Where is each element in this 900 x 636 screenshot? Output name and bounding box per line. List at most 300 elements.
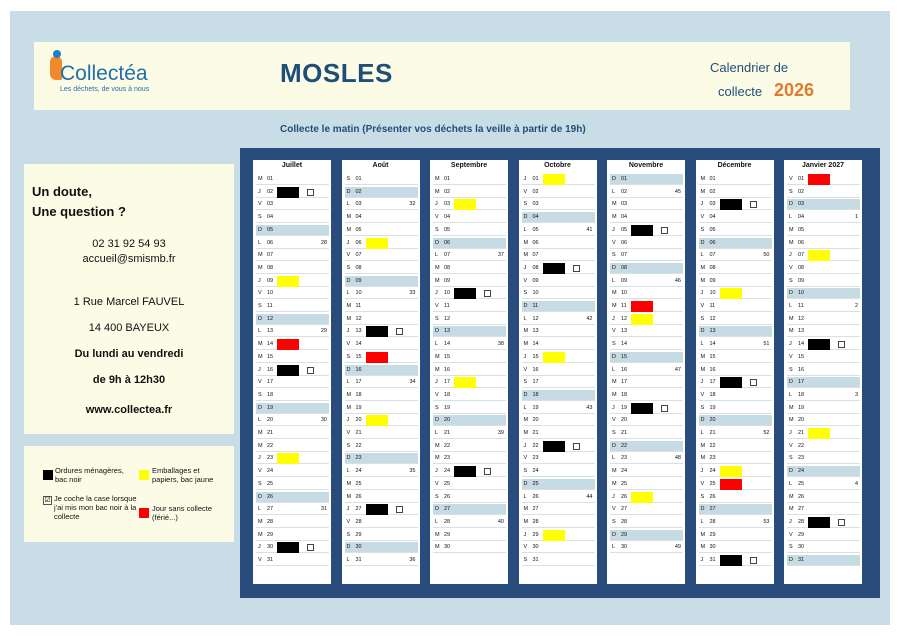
day-number: 22: [355, 442, 362, 449]
day-row: [522, 314, 595, 325]
day-letter: M: [612, 290, 617, 297]
day-row: [522, 365, 595, 376]
collection-checkbox[interactable]: [307, 189, 314, 196]
day-row: [433, 390, 506, 401]
day-number: 13: [709, 328, 716, 335]
day-number: 25: [621, 480, 628, 487]
day-letter: M: [523, 518, 529, 525]
day-row: [787, 326, 860, 337]
day-row: [256, 314, 329, 325]
month-name: Octobre: [544, 162, 571, 169]
day-letter: V: [789, 264, 793, 271]
day-number: 27: [444, 506, 451, 513]
day-row: [610, 492, 683, 503]
day-row: [433, 174, 506, 185]
day-number: 28: [798, 518, 805, 525]
day-number: 15: [709, 353, 716, 360]
black-bin-marker: [366, 504, 388, 515]
day-row: [522, 339, 595, 350]
week-number: 34: [409, 379, 416, 386]
day-letter: S: [789, 366, 793, 373]
legend-check: Je coche la case lorsque j'ai mis mon bac noir à la collecte: [54, 494, 137, 521]
day-letter: V: [789, 442, 793, 449]
day-letter: M: [346, 493, 352, 500]
calendar-grid: [240, 148, 880, 598]
day-number: 12: [621, 315, 628, 322]
day-number: 22: [532, 442, 539, 449]
contact-website[interactable]: www.collectea.fr: [85, 404, 173, 416]
day-number: 19: [355, 404, 362, 411]
day-row: [610, 542, 683, 553]
day-letter: L: [258, 328, 262, 335]
day-number: 19: [709, 404, 716, 411]
day-row: [787, 542, 860, 553]
legend-holiday: Jour sans collecte (férié...): [152, 504, 213, 522]
day-letter: S: [435, 493, 439, 500]
black-bin-marker: [720, 199, 742, 210]
day-row: [787, 187, 860, 198]
day-number: 08: [355, 264, 362, 271]
day-row: [345, 517, 418, 528]
day-row: [610, 504, 683, 515]
day-letter: S: [435, 315, 439, 322]
day-number: 11: [532, 303, 539, 309]
month-name: Août: [372, 162, 389, 169]
day-row: [699, 466, 772, 477]
day-letter: V: [346, 430, 351, 436]
week-number: 43: [586, 404, 593, 411]
collection-checkbox[interactable]: [396, 506, 403, 513]
day-row: [699, 339, 772, 350]
day-number: 29: [709, 531, 716, 538]
day-number: 01: [444, 176, 451, 182]
day-number: 29: [532, 531, 539, 538]
month-column: [342, 160, 420, 584]
day-letter: M: [789, 315, 794, 322]
day-number: 18: [798, 391, 805, 398]
day-row: [345, 238, 418, 249]
day-letter: D: [435, 506, 439, 513]
day-letter: M: [346, 480, 352, 487]
day-row: [699, 530, 772, 541]
day-number: 21: [355, 430, 362, 436]
day-row: [256, 326, 329, 337]
day-number: 20: [798, 417, 805, 424]
day-letter: M: [700, 544, 706, 551]
day-letter: L: [700, 430, 704, 436]
day-number: 11: [267, 303, 273, 309]
day-letter: M: [612, 480, 617, 487]
collection-checkbox[interactable]: [573, 265, 580, 272]
day-row: [699, 517, 772, 528]
day-number: 07: [444, 252, 451, 259]
day-letter: V: [435, 214, 439, 221]
day-row: [699, 174, 772, 185]
week-number: 28: [320, 239, 327, 246]
day-row: [522, 199, 595, 210]
day-row: [433, 314, 506, 325]
day-letter: J: [258, 277, 261, 284]
yellow-bin-swatch: [139, 470, 149, 480]
day-row: [610, 403, 683, 414]
day-number: 18: [621, 391, 628, 398]
day-letter: M: [523, 239, 529, 246]
day-row: [699, 352, 772, 363]
day-row: [433, 428, 506, 439]
day-number: 09: [444, 277, 451, 284]
day-letter: V: [346, 252, 351, 259]
day-row: [610, 530, 683, 541]
day-row: [610, 212, 683, 223]
day-row: [433, 326, 506, 337]
day-row: [699, 288, 772, 299]
week-number: 1: [854, 214, 858, 221]
day-letter: L: [346, 201, 350, 208]
day-row: [522, 187, 595, 198]
day-letter: M: [789, 417, 794, 424]
day-row: [610, 263, 683, 274]
day-row: [522, 517, 595, 528]
day-letter: J: [523, 176, 527, 182]
day-row: [433, 492, 506, 503]
day-number: 21: [709, 430, 716, 436]
day-row: [256, 479, 329, 490]
day-number: 19: [621, 404, 628, 411]
day-letter: V: [258, 201, 262, 208]
week-number: 51: [763, 341, 770, 348]
day-row: [345, 187, 418, 198]
day-row: [610, 238, 683, 249]
day-letter: M: [258, 353, 263, 360]
day-letter: S: [789, 455, 793, 462]
day-letter: J: [789, 252, 792, 259]
day-row: [256, 238, 329, 249]
day-row: [610, 466, 683, 477]
black-bin-marker: [808, 339, 830, 350]
day-letter: L: [789, 480, 793, 487]
day-row: [699, 403, 772, 414]
day-row: [699, 314, 772, 325]
day-number: 16: [798, 366, 805, 373]
month-column: [519, 160, 597, 584]
day-row: [256, 530, 329, 541]
day-letter: V: [789, 531, 793, 538]
day-row: [256, 352, 329, 363]
day-row: [256, 339, 329, 350]
day-letter: S: [612, 518, 616, 525]
logo-dot-icon: [53, 50, 61, 58]
day-number: 22: [621, 442, 628, 449]
yellow-bin-marker: [454, 199, 476, 210]
collection-checkbox[interactable]: [307, 544, 314, 551]
day-row: [345, 250, 418, 261]
day-row: [610, 339, 683, 350]
day-letter: V: [346, 341, 351, 348]
day-row: [787, 365, 860, 376]
day-row: [610, 326, 683, 337]
day-letter: L: [346, 379, 350, 386]
day-letter: L: [346, 290, 350, 297]
page-title: MOSLES: [280, 58, 393, 88]
day-letter: D: [612, 264, 616, 271]
day-letter: M: [258, 531, 263, 538]
day-letter: M: [700, 442, 706, 449]
day-row: [256, 492, 329, 503]
day-row: [522, 377, 595, 388]
day-letter: J: [700, 379, 704, 386]
day-letter: J: [789, 518, 792, 525]
day-number: 01: [798, 176, 805, 182]
collection-checkbox[interactable]: [573, 443, 580, 450]
day-number: 26: [444, 493, 451, 500]
day-row: [610, 250, 683, 261]
day-number: 12: [267, 315, 274, 322]
week-number: 38: [497, 341, 504, 348]
day-letter: V: [523, 277, 528, 284]
day-row: [787, 339, 860, 350]
day-number: 29: [621, 531, 628, 538]
day-letter: L: [789, 391, 793, 398]
day-number: 04: [355, 214, 362, 221]
day-row: [345, 314, 418, 325]
day-letter: V: [258, 557, 262, 563]
day-row: [522, 453, 595, 464]
day-row: [610, 365, 683, 376]
day-number: 21: [621, 430, 628, 436]
day-letter: L: [700, 252, 704, 259]
collection-checkbox[interactable]: [838, 341, 845, 348]
collection-checkbox[interactable]: [838, 519, 845, 526]
day-row: [522, 352, 595, 363]
checkbox-checked-icon: ☑: [44, 497, 51, 504]
day-number: 02: [532, 188, 539, 195]
day-number: 26: [267, 493, 274, 500]
logo-tagline: Les déchets, de vous à nous: [60, 86, 150, 93]
holiday-marker: [808, 174, 830, 185]
day-number: 06: [532, 239, 539, 246]
day-number: 31: [355, 557, 362, 563]
day-letter: V: [523, 455, 528, 462]
day-row: [699, 276, 772, 287]
day-number: 05: [709, 226, 716, 233]
day-number: 08: [267, 264, 274, 271]
day-row: [699, 326, 772, 337]
day-letter: J: [523, 353, 527, 360]
day-number: 04: [532, 214, 539, 221]
day-letter: L: [258, 506, 262, 513]
day-letter: J: [700, 468, 704, 475]
day-row: [345, 441, 418, 452]
day-number: 25: [532, 480, 539, 487]
day-number: 30: [444, 544, 451, 551]
day-number: 21: [798, 430, 805, 436]
black-bin-marker: [277, 542, 299, 553]
day-letter: V: [612, 239, 616, 246]
day-row: [787, 530, 860, 541]
day-number: 26: [709, 493, 716, 500]
day-number: 18: [532, 391, 539, 398]
day-number: 08: [621, 264, 628, 271]
day-letter: M: [346, 226, 352, 233]
day-letter: S: [523, 201, 528, 208]
day-letter: D: [700, 328, 705, 335]
day-number: 22: [709, 442, 716, 449]
day-letter: J: [435, 201, 438, 208]
week-number: 49: [674, 544, 681, 551]
day-number: 10: [532, 290, 539, 297]
day-number: 31: [709, 557, 716, 563]
collection-checkbox[interactable]: [750, 201, 757, 208]
contact-phone: 02 31 92 54 93: [92, 238, 166, 250]
day-number: 09: [355, 277, 362, 284]
day-row: [433, 199, 506, 210]
week-number: 44: [586, 493, 593, 500]
logo-name: Collectéa: [60, 62, 148, 85]
day-letter: D: [612, 442, 616, 449]
day-row: [256, 288, 329, 299]
day-number: 02: [444, 188, 451, 195]
black-bin-marker: [366, 326, 388, 337]
day-letter: S: [700, 404, 705, 411]
day-number: 08: [444, 264, 451, 271]
day-row: [610, 225, 683, 236]
day-number: 10: [621, 290, 628, 297]
day-row: [610, 187, 683, 198]
day-row: [787, 314, 860, 325]
day-row: [787, 352, 860, 363]
week-number: 46: [674, 277, 681, 284]
day-row: [433, 479, 506, 490]
day-number: 16: [267, 366, 274, 373]
day-letter: M: [612, 379, 617, 386]
day-row: [345, 276, 418, 287]
day-row: [345, 415, 418, 426]
day-number: 11: [798, 303, 804, 309]
day-letter: D: [523, 391, 528, 398]
collection-checkbox[interactable]: [661, 227, 668, 234]
day-row: [522, 390, 595, 401]
day-number: 19: [798, 404, 805, 411]
day-letter: L: [612, 544, 616, 551]
day-letter: M: [700, 455, 706, 462]
day-letter: V: [700, 214, 705, 221]
day-row: [345, 492, 418, 503]
day-number: 04: [267, 214, 274, 221]
collectea-logo: [50, 50, 170, 98]
day-row: [256, 415, 329, 426]
day-number: 21: [267, 430, 274, 436]
day-row: [433, 365, 506, 376]
day-number: 30: [709, 544, 716, 551]
day-row: [787, 390, 860, 401]
day-letter: J: [346, 417, 350, 424]
black-bin-marker: [808, 517, 830, 528]
day-number: 11: [444, 303, 450, 309]
day-row: [345, 428, 418, 439]
day-letter: D: [523, 214, 528, 221]
collection-checkbox[interactable]: [750, 379, 757, 386]
day-number: 24: [621, 468, 628, 475]
day-row: [345, 352, 418, 363]
day-letter: M: [700, 531, 706, 538]
day-number: 12: [798, 315, 805, 322]
day-number: 07: [798, 252, 805, 259]
day-row: [522, 276, 595, 287]
day-row: [522, 542, 595, 553]
month-column: [784, 160, 862, 584]
week-number: 42: [586, 315, 593, 322]
collection-checkbox[interactable]: [750, 557, 757, 564]
day-number: 24: [355, 468, 362, 475]
day-number: 25: [355, 480, 362, 487]
week-number: 52: [763, 430, 770, 436]
day-letter: V: [435, 303, 439, 309]
day-letter: S: [523, 468, 528, 475]
day-row: [345, 542, 418, 553]
day-row: [787, 212, 860, 223]
day-row: [522, 428, 595, 439]
collection-checkbox[interactable]: [661, 405, 668, 412]
day-letter: J: [523, 442, 527, 449]
collection-checkbox[interactable]: [484, 468, 491, 475]
day-row: [345, 301, 418, 312]
day-row: [433, 466, 506, 477]
day-number: 30: [267, 544, 274, 551]
day-row: [345, 479, 418, 490]
day-number: 02: [798, 188, 805, 195]
day-letter: J: [258, 455, 261, 462]
yellow-bin-marker: [808, 428, 830, 439]
day-letter: L: [346, 557, 350, 563]
day-row: [522, 530, 595, 541]
holiday-marker: [366, 352, 388, 363]
black-bin-swatch: [43, 470, 53, 480]
day-letter: D: [435, 328, 439, 335]
collection-checkbox[interactable]: [396, 328, 403, 335]
day-row: [256, 441, 329, 452]
week-number: 48: [674, 455, 681, 462]
day-letter: V: [523, 544, 528, 551]
day-number: 28: [532, 518, 539, 525]
day-number: 24: [532, 468, 539, 475]
day-letter: D: [789, 201, 793, 208]
day-number: 30: [798, 544, 805, 551]
month-column: [430, 160, 508, 584]
week-number: 33: [409, 290, 416, 297]
day-letter: D: [346, 277, 351, 284]
collection-checkbox[interactable]: [484, 290, 491, 297]
day-letter: J: [258, 366, 261, 373]
day-row: [787, 555, 860, 566]
day-letter: V: [700, 480, 705, 487]
day-number: 27: [355, 506, 362, 513]
collection-checkbox[interactable]: [307, 367, 314, 374]
day-number: 28: [444, 518, 451, 525]
day-number: 03: [798, 201, 805, 208]
day-number: 08: [798, 264, 805, 271]
day-number: 30: [532, 544, 539, 551]
day-number: 06: [355, 239, 362, 246]
day-row: [345, 403, 418, 414]
day-number: 01: [621, 176, 628, 182]
day-letter: D: [700, 239, 705, 246]
day-number: 15: [267, 353, 274, 360]
day-number: 23: [267, 455, 274, 462]
day-number: 23: [709, 455, 716, 462]
day-row: [522, 479, 595, 490]
day-row: [522, 466, 595, 477]
day-letter: M: [258, 252, 263, 259]
